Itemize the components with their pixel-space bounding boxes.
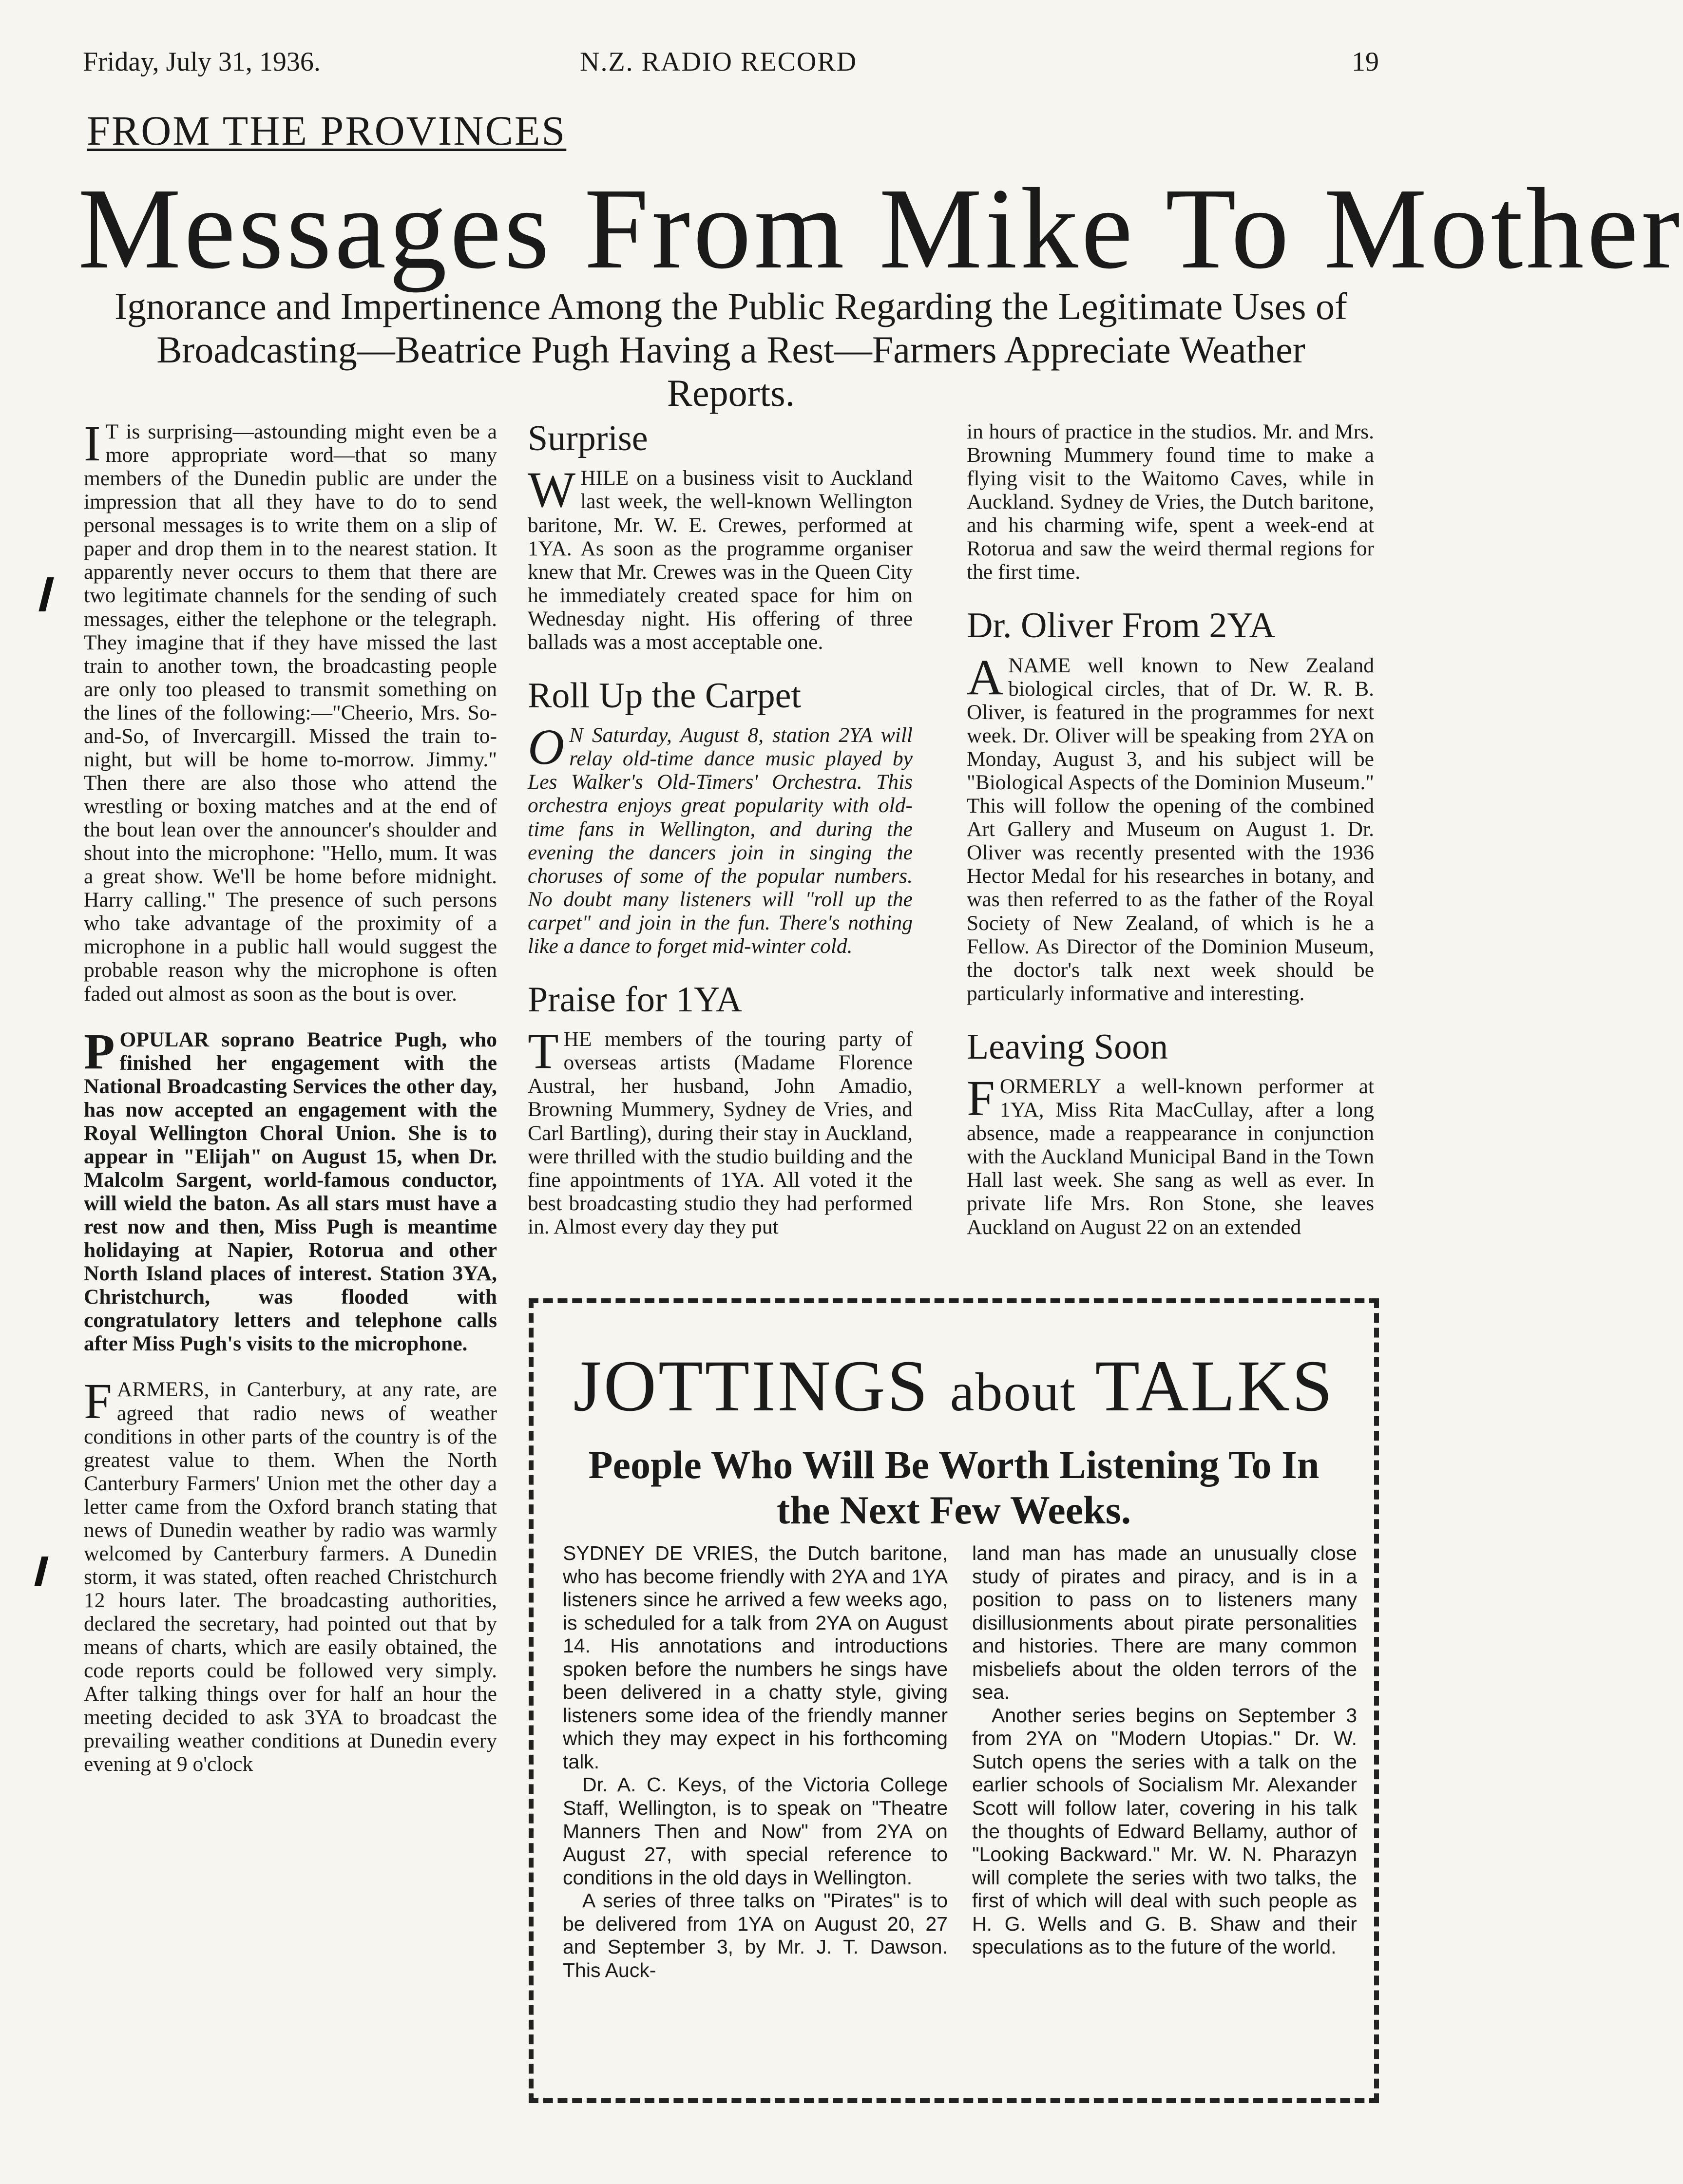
paragraph-text: NAME well known to New Zealand biological circles, that of Dr. W. R. B. Oliver, is featured in the programmes for next week. Dr. Oliver will be speaking from 2YA on Monday, August 3, and his subject will be "Biological Aspects of the Dominion Museum." This will follow the opening of the combined Art Gallery and Museum on August 1. Dr. Oliver was recently presented with the 1936 Hector Medal for his researches in botany, and was then referred to as the father of the Royal Society of New Zealand, of which is he a Fellow. As Director of the Dominion Museum, the doctor's talk next week should be particularly informative and interesting. xyxy=(967,653,1374,1005)
subheading: Dr. Oliver From 2YA xyxy=(967,606,1276,646)
paragraph xyxy=(84,1373,497,1776)
paragraph xyxy=(528,719,913,958)
paragraph-text: HILE on a business visit to Auckland last week, the well-known Wellington baritone, Mr. W. E. Crewes, performed at 1YA. As soon as the programme organiser knew that Mr. Crewes was in the Queen City he immediately created space for him on Wednesday night. His offering of three ballads was a most acceptable one. xyxy=(528,466,913,654)
paragraph-text: HE members of the touring party of overseas artists (Madame Florence Austral, her husband, John Amadio, Browning Mummery, Sydney de Vries, and Carl Bartling), during their stay in Auckland, were thrilled with the studio building and the fine appointments of 1YA. All voted it the best broadcasting studio they had performed in. Almost every day they put xyxy=(528,1027,913,1238)
jottings-column-1 xyxy=(563,1542,948,1982)
jottings-subtitle: People Who Will Be Worth Listening To In the Next Few Weeks. xyxy=(588,1443,1320,1533)
drop-cap: F xyxy=(84,1373,112,1430)
paragraph: Dr. A. C. Keys, of the Victoria College Staff, Wellington, is to speak on "Theatre Manners Then and Now" from 2YA on August 27, with special reference to conditions in the old days in Wellington. xyxy=(563,1773,948,1889)
paragraph: land man has made an unusually close study of pirates and piracy, and is in a position to pass on to listeners many disillusionments about pirate personalities and histories. There are many common misbeliefs about the olden terrors of the sea. xyxy=(972,1542,1357,1704)
margin-mark xyxy=(35,1557,49,1586)
paragraph: in hours of practice in the studios. Mr. and Mrs. Browning Mummery found time to make a flying visit to the Waitomo Caves, while in Auckland. Sydney de Vries, the Dutch baritone, and his charming wife, spent a week-end at Rotorua and saw the weird thermal regions for the first time. xyxy=(967,420,1374,584)
subheading: Leaving Soon xyxy=(967,1026,1168,1067)
page-header xyxy=(83,46,1379,90)
publication-name: N.Z. RADIO RECORD xyxy=(580,47,858,77)
margin-mark xyxy=(38,577,54,611)
article-column-1 xyxy=(84,416,497,1776)
jottings-title-word: JOTTINGS xyxy=(573,1346,930,1426)
drop-cap: I xyxy=(84,416,101,472)
drop-cap: A xyxy=(967,649,1004,705)
issue-date: Friday, July 31, 1936. xyxy=(83,47,321,77)
drop-cap: F xyxy=(967,1070,995,1127)
paragraph-text: ARMERS, in Canterbury, at any rate, are agreed that radio news of weather conditions in other parts of the country is of the greatest value to them. When the North Canterbury Farmers' Union met the other day a letter came from the Oxford branch stating that news of Dunedin weather by radio was warmly welcomed by Canterbury farmers. A Dunedin storm, it was stated, often reached Christchurch 12 hours later. The broadcasting authorities, declared the secretary, had pointed out that by means of charts, which are easily obtained, the code reports could be followed very simply. After talking things over for half an hour the meeting decided to ask 3YA to broadcast the prevailing weather conditions at Dunedin every evening at 9 o'clock xyxy=(84,1378,497,1776)
drop-cap: T xyxy=(528,1023,559,1080)
jottings-title-word: about xyxy=(950,1362,1076,1423)
paragraph-text: N Saturday, August 8, station 2YA will relay old-time dance music played by Les Walker's Old-Timers' Orchestra. This orchestra enjoys great popularity with old-time fans in Wellington, and during the evening the dancers join in singing the choruses of some of the popular numbers. No doubt many listeners will "roll up the carpet" and join in the fun. There's nothing like a dance to forget mid-winter cold. xyxy=(528,723,913,958)
jottings-title xyxy=(563,1346,1345,1426)
section-label: FROM THE PROVINCES xyxy=(87,107,567,154)
jottings-title-word: TALKS xyxy=(1095,1346,1335,1426)
paragraph xyxy=(967,649,1374,1005)
paragraph-text: OPULAR soprano Beatrice Pugh, who finished her engagement with the National Broadcasting Services the other day, has now accepted an engagement with the Royal Wellington Choral Union. She is to appear in "Elijah" on August 15, when Dr. Malcolm Sargent, world-famous conductor, will wield the baton. As all stars must have a rest now and then, Miss Pugh is meantime holidaying at Napier, Rotorua and other North Island places of interest. Station 3YA, Christchurch, was flooded with congratulatory letters and telephone calls after Miss Pugh's visits to the microphone. xyxy=(84,1027,497,1356)
article-column-3 xyxy=(967,420,1374,1239)
headline: Messages From Mike To Mother xyxy=(78,165,1683,293)
paragraph xyxy=(84,1023,497,1356)
paragraph-text: ORMERLY a well-known performer at 1YA, Miss Rita MacCullay, after a long absence, made a reappearance in conjunction with the Auckland Municipal Band in the Town Hall last week. She sang as well as ever. In private life Mrs. Ron Stone, she leaves Auckland on August 22 on an extended xyxy=(967,1075,1374,1239)
drop-cap: W xyxy=(528,462,576,518)
paragraph xyxy=(528,1023,913,1238)
drop-cap: P xyxy=(84,1023,115,1080)
jottings-box xyxy=(529,1298,1379,2103)
paragraph: Another series begins on September 3 from 2YA on "Modern Utopias." Dr. W. Sutch opens the series with a talk on the earlier schools of Socialism Mr. Alexander Scott will follow later, covering in his talk the thoughts of Edward Bellamy, author of "Looking Backward." Mr. W. N. Pharazyn will complete the series with two talks, the first of which will deal with such people as H. G. Wells and G. B. Shaw and their speculations as to the future of the world. xyxy=(972,1704,1357,1958)
page-number: 19 xyxy=(1352,47,1379,77)
subheadline: Ignorance and Impertinence Among the Public Regarding the Legitimate Uses of Broadcasting—Beatrice Pugh Having a Rest—Farmers Appreciate Weather Reports. xyxy=(115,285,1347,414)
subheading: Surprise xyxy=(528,418,648,458)
subheading: Praise for 1YA xyxy=(528,979,742,1020)
paragraph xyxy=(528,462,913,654)
paragraph: A series of three talks on "Pirates" is to be delivered from 1YA on August 20, 27 and September 3, by Mr. J. T. Dawson. This Auck- xyxy=(563,1889,948,1981)
article-column-2 xyxy=(528,419,913,1238)
drop-cap: O xyxy=(528,719,565,776)
paragraph: SYDNEY DE VRIES, the Dutch baritone, who has become friendly with 2YA and 1YA listeners since he arrived a few weeks ago, is scheduled for a talk from 2YA on August 14. His annotations and introductions spoken before the numbers he sings have been delivered in a chatty style, giving listeners some idea of the friendly manner which they may expect in his forthcoming talk. xyxy=(563,1542,948,1773)
paragraph xyxy=(84,416,497,1006)
subheading: Roll Up the Carpet xyxy=(528,675,802,716)
paragraph-text: T is surprising—astounding might even be a more appropriate word—that so many members of the Dunedin public are under the impression that all they have to do to send personal messages is to write them on a slip of paper and drop them in to the nearest station. It apparently never occurs to them that there are two legitimate channels for the sending of such messages, either the telephone or the telegraph. They imagine that if they have missed the last train to another town, the broadcasting people are only too pleased to transmit something on the lines of the following:—"Cheerio, Mrs. So-and-So, of Invercargill. Missed the train to-night, but will be home to-morrow. Jimmy." Then there are also those who attend the wrestling or boxing matches and at the end of the bout lean over the announcer's shoulder and shout into the microphone: "Hello, mum. It was a great show. We'll be home before midnight. Harry calling." The presence of such persons who take advantage of the proximity of a microphone in a public hall would suggest the probable reason why the microphone is often faded out almost as soon as the bout is over. xyxy=(84,420,497,1006)
paragraph xyxy=(967,1070,1374,1239)
jottings-column-2 xyxy=(972,1542,1357,1959)
